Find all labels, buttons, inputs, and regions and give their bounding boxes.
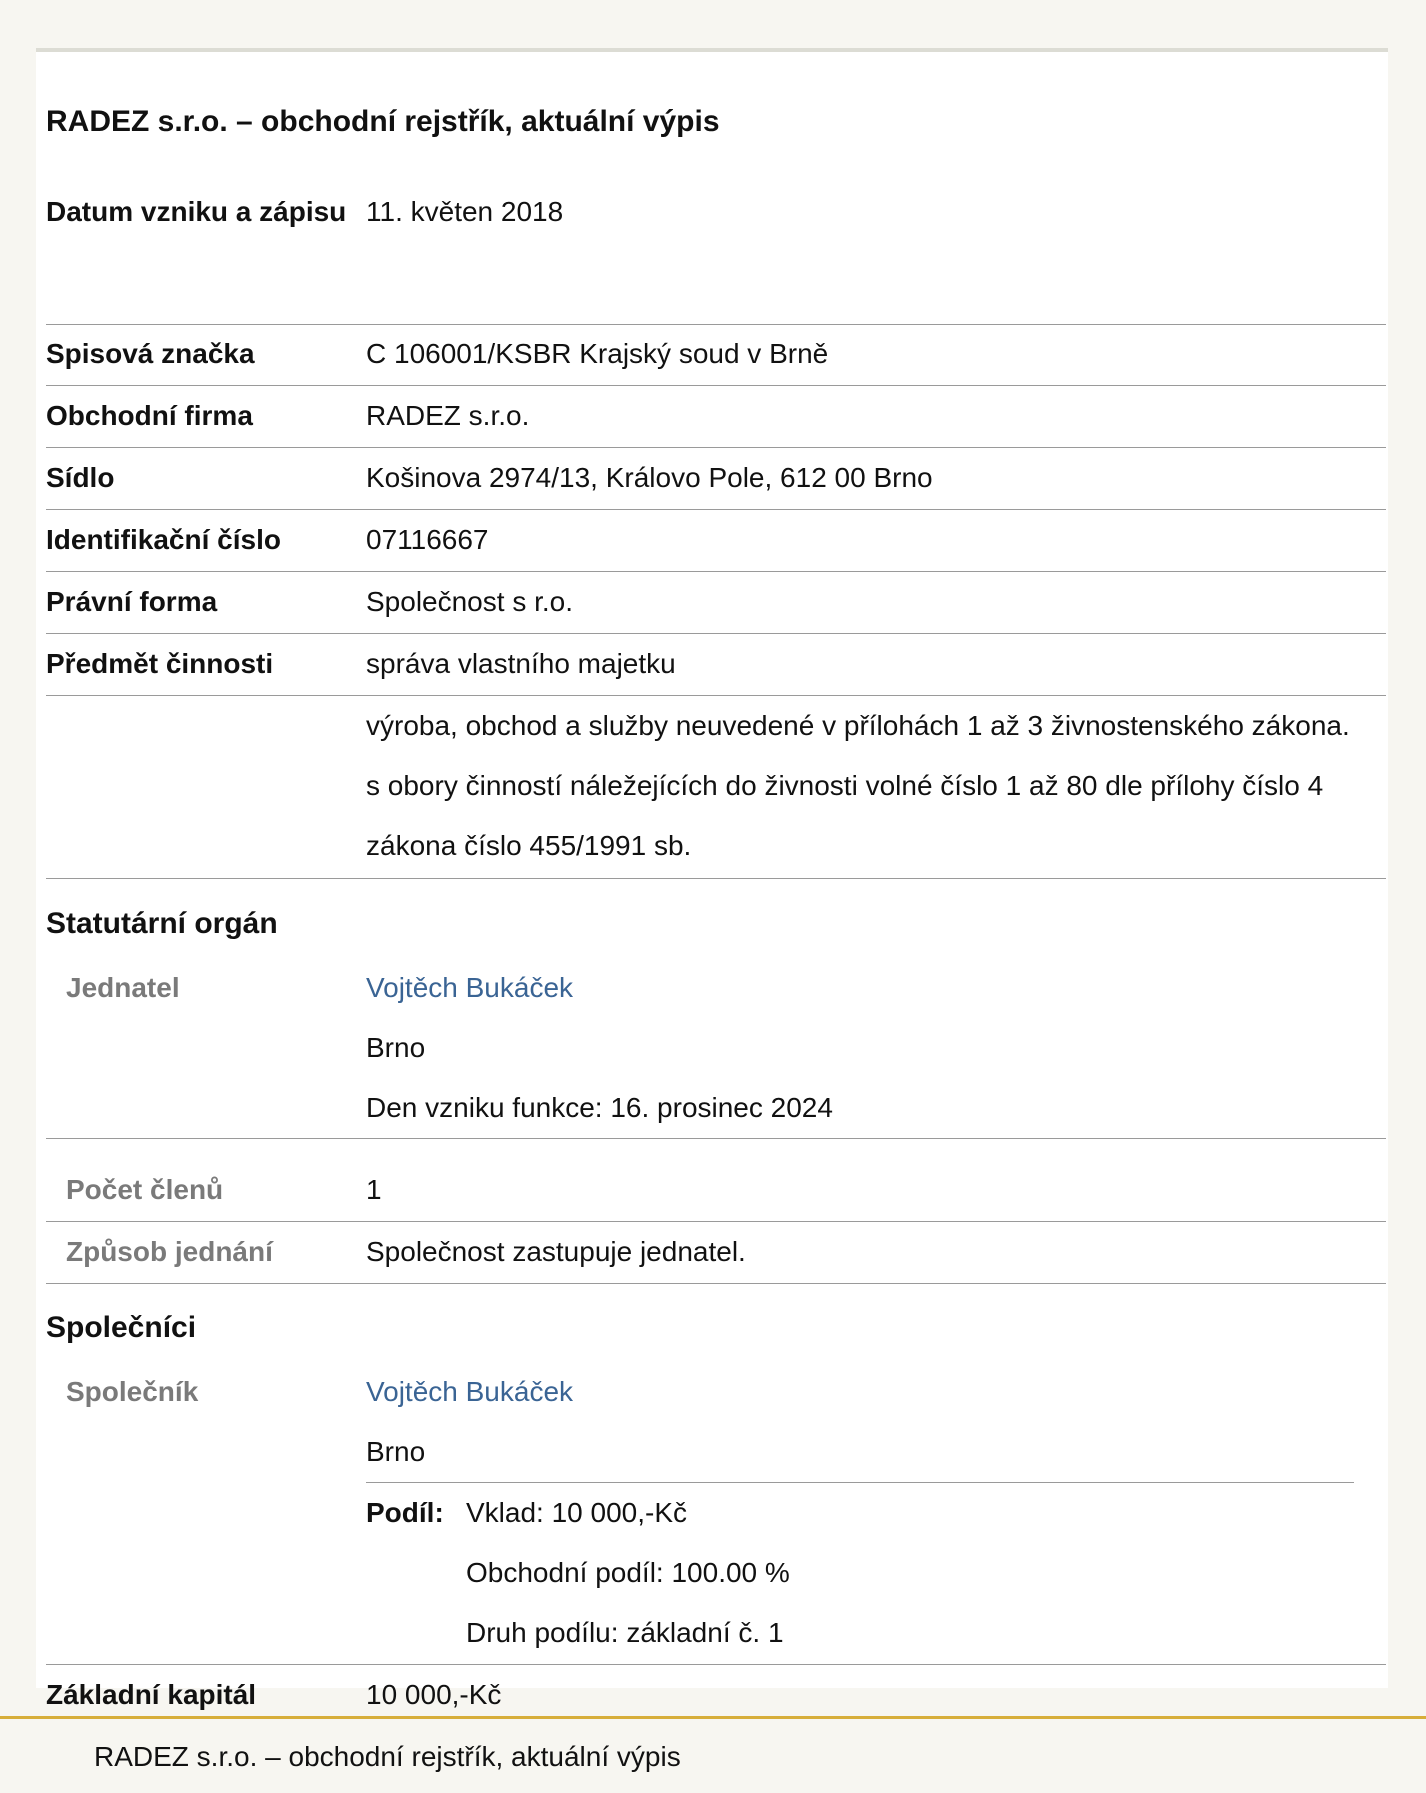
value-datum-vzniku: 11. květen 2018	[366, 196, 564, 227]
value-jednatel-since: Den vzniku funkce: 16. prosinec 2024	[366, 1092, 833, 1123]
label-datum-vzniku: Datum vzniku a zápisu	[46, 196, 347, 227]
label-zakladni-kapital: Základní kapitál	[46, 1679, 257, 1710]
footer-title: RADEZ s.r.o. – obchodní rejstřík, aktuální výpis	[94, 1741, 681, 1772]
value-obchodni-podil: Obchodní podíl: 100.00 %	[466, 1557, 790, 1588]
label-predmet-cinnosti: Předmět činnosti	[46, 648, 274, 679]
label-spisova-znacka: Spisová značka	[46, 338, 255, 369]
value-predmet-cinnosti-1: správa vlastního majetku	[366, 648, 676, 679]
label-pocet-clenu: Počet členů	[66, 1174, 224, 1205]
row-zpusob-jednani	[46, 1222, 1386, 1284]
section-spolecnici: Společníci	[46, 1311, 197, 1344]
value-pravni-forma: Společnost s r.o.	[366, 586, 574, 617]
row-spolecnik	[46, 1362, 1386, 1665]
label-sidlo: Sídlo	[46, 462, 115, 493]
section-statutarni-organ: Statutární orgán	[46, 907, 278, 940]
value-druh-podilu: Druh podílu: základní č. 1	[466, 1617, 784, 1648]
value-spolecnik-city: Brno	[366, 1436, 426, 1467]
value-pocet-clenu: 1	[366, 1174, 382, 1205]
value-predmet-cinnosti-2: výroba, obchod a služby neuvedené v přílohách 1 až 3 živnostenského zákona. s obory činností náležejících do živnosti volné číslo 1 až 80 dle přílohy číslo 4 zákona číslo 455/1991 sb.	[366, 710, 1350, 861]
label-zpusob-jednani: Způsob jednání	[66, 1236, 273, 1267]
value-vklad: Vklad: 10 000,-Kč	[466, 1497, 688, 1528]
link-jednatel-name[interactable]: Vojtěch Bukáček	[366, 972, 574, 1003]
value-zakladni-kapital: 10 000,-Kč	[366, 1679, 502, 1710]
row-sidlo	[46, 448, 1386, 510]
value-spisova-znacka: C 106001/KSBR Krajský soud v Brně	[366, 338, 829, 369]
row-spisova-znacka	[46, 324, 1386, 386]
register-extract-card	[36, 48, 1388, 1710]
footer-bar	[0, 1716, 1426, 1793]
row-predmet-cinnosti	[46, 634, 1386, 696]
row-identifikacni-cislo	[46, 510, 1386, 572]
row-predmet-cinnosti-cont	[46, 696, 1386, 879]
row-datum-vzniku	[46, 180, 1386, 325]
value-sidlo: Košinova 2974/13, Královo Pole, 612 00 Brno	[366, 462, 933, 493]
label-spolecnik: Společník	[66, 1376, 199, 1407]
page-title: RADEZ s.r.o. – obchodní rejstřík, aktuální výpis	[46, 105, 720, 138]
label-pravni-forma: Právní forma	[46, 586, 218, 617]
label-jednatel: Jednatel	[66, 972, 180, 1003]
row-pocet-clenu	[46, 1160, 1386, 1222]
row-jednatel	[46, 958, 1386, 1139]
row-obchodni-firma	[46, 386, 1386, 448]
value-identifikacni-cislo: 07116667	[366, 524, 489, 555]
value-zpusob-jednani: Společnost zastupuje jednatel.	[366, 1236, 746, 1267]
value-obchodni-firma: RADEZ s.r.o.	[366, 400, 530, 431]
row-pravni-forma	[46, 572, 1386, 634]
label-identifikacni-cislo: Identifikační číslo	[46, 524, 281, 555]
label-obchodni-firma: Obchodní firma	[46, 400, 253, 431]
value-jednatel-city: Brno	[366, 1032, 426, 1063]
label-podil: Podíl:	[366, 1497, 444, 1528]
link-spolecnik-name[interactable]: Vojtěch Bukáček	[366, 1376, 574, 1407]
